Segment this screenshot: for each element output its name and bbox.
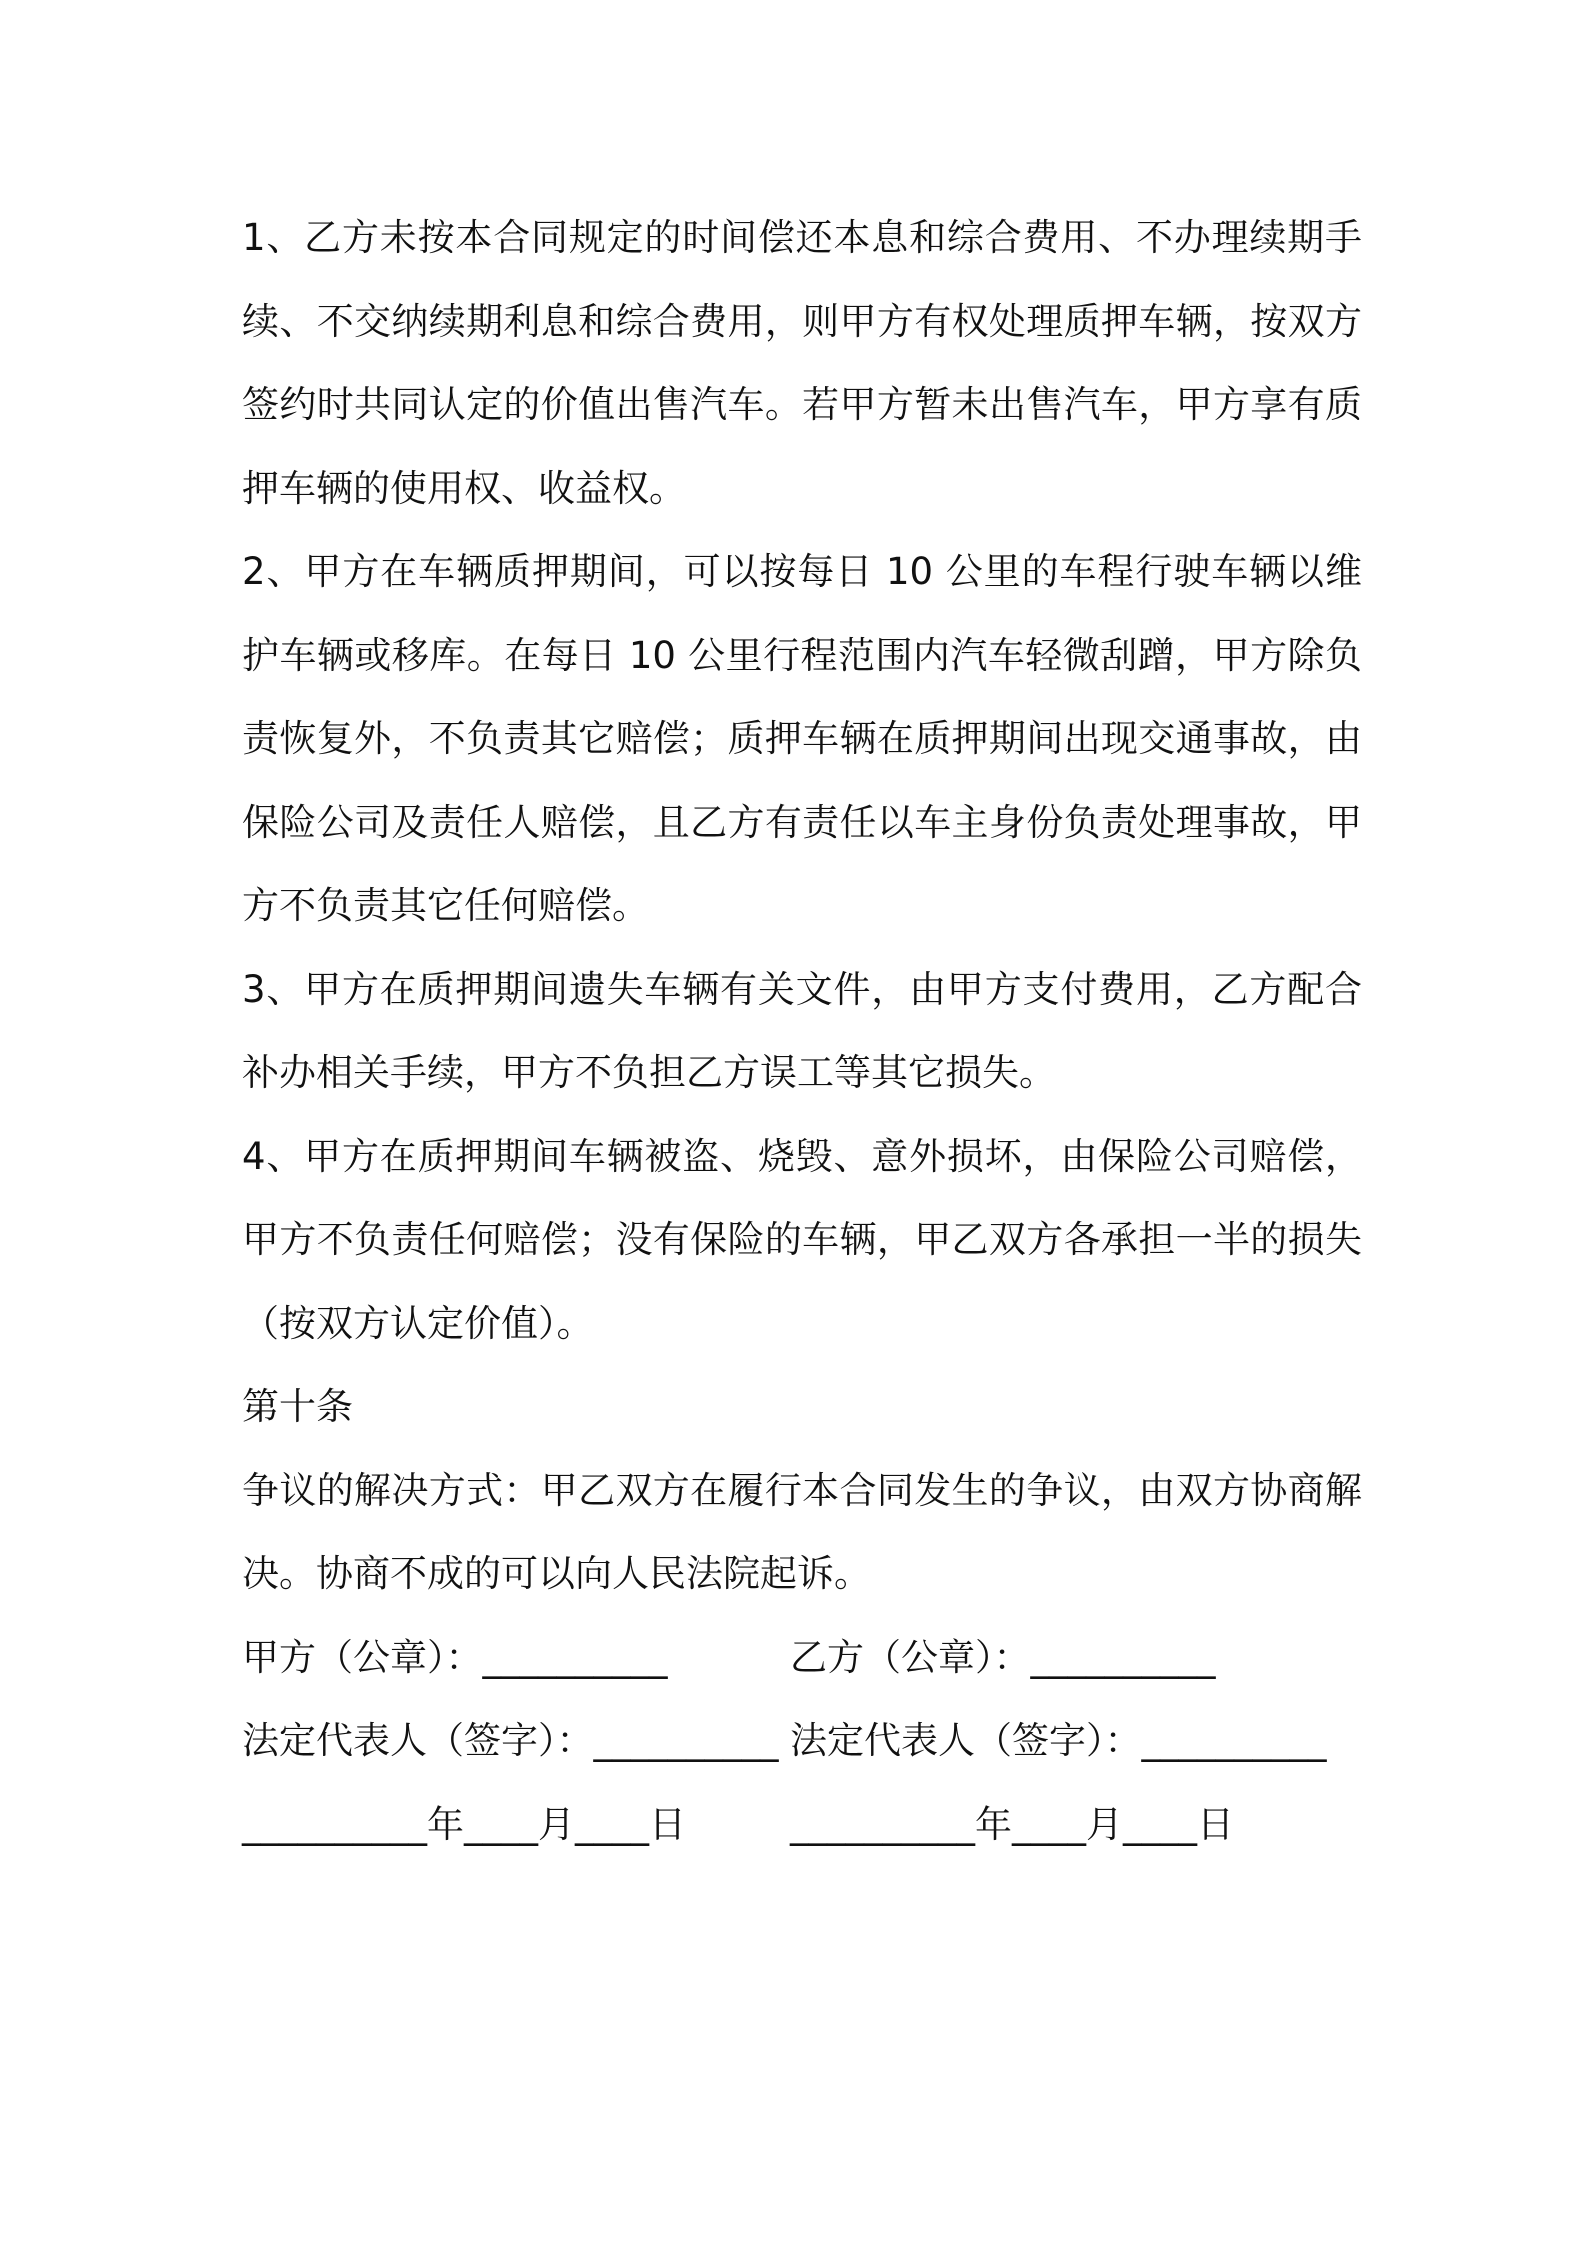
party-a-date-line: __________年____月____日 bbox=[242, 1802, 686, 1846]
party-b-seal-line: 乙方（公章）：__________ bbox=[790, 1635, 1216, 1679]
article-heading: 第十条 bbox=[242, 1385, 353, 1428]
clause-4: 4、甲方在质押期间车辆被盗、烧毁、意外损坏，由保险公司赔偿，甲方不负责任何赔偿；没有保险的车辆，甲乙双方各承担一半的损失（按双方认定价值）。 bbox=[242, 1134, 1362, 1345]
document-body bbox=[242, 196, 1362, 1866]
party-b-representative-line: 法定代表人（签字）：__________ bbox=[790, 1719, 1327, 1762]
clause-1: 1、乙方未按本合同规定的时间偿还本息和综合费用、不办理续期手续、不交纳续期利息和综合费用，则甲方有权处理质押车辆，按双方签约时共同认定的价值出售汽车。若甲方暂未出售汽车，甲方享有质押车辆的使用权、收益权。 bbox=[242, 216, 1362, 510]
seal-row bbox=[242, 1616, 1362, 1700]
party-b-date-line: __________年____月____日 bbox=[790, 1802, 1234, 1846]
date-row bbox=[242, 1783, 1362, 1867]
dispute-resolution-text: 争议的解决方式：甲乙双方在履行本合同发生的争议，由双方协商解决。协商不成的可以向人民法院起诉。 bbox=[242, 1468, 1362, 1595]
clause-3: 3、甲方在质押期间遗失车辆有关文件，由甲方支付费用，乙方配合补办相关手续，甲方不负担乙方误工等其它损失。 bbox=[242, 967, 1362, 1094]
representative-row bbox=[242, 1699, 1362, 1783]
party-a-representative-line: 法定代表人（签字）：__________ bbox=[242, 1719, 779, 1762]
party-a-seal-line: 甲方（公章）：__________ bbox=[242, 1635, 668, 1679]
clause-2: 2、甲方在车辆质押期间，可以按每日 10 公里的车程行驶车辆以维护车辆或移库。在每日 10 公里行程范围内汽车轻微刮蹭，甲方除负责恢复外，不负责其它赔偿；质押车辆在质押期间出现交通事故，由保险公司及责任人赔偿，且乙方有责任以车主身份负责处理事故，甲方不负责其它任何赔偿。 bbox=[242, 550, 1362, 927]
